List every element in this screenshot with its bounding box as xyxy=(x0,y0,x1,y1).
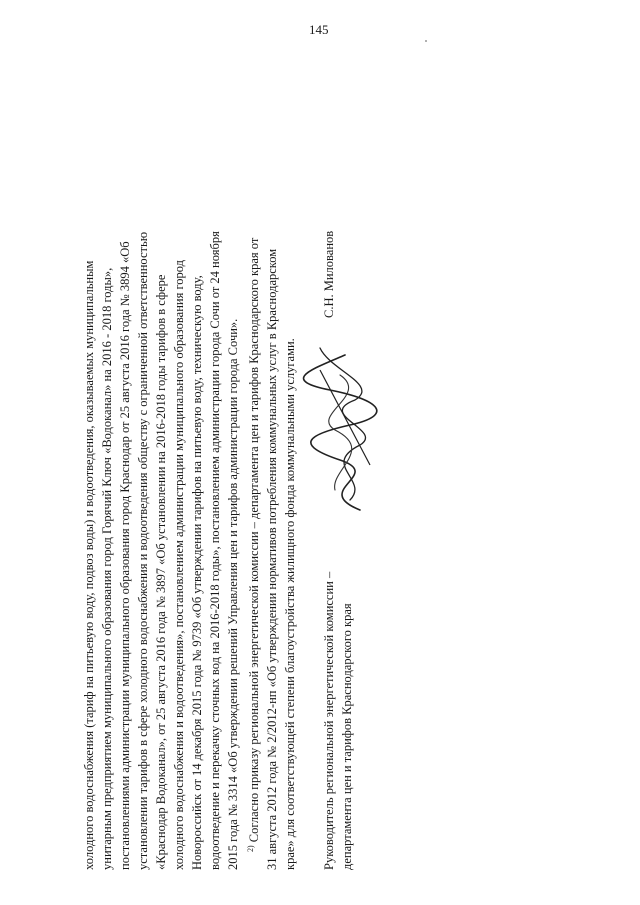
footnote-first-line xyxy=(242,80,263,870)
signer-title-line: Руководитель региональной энергетической комиссии – xyxy=(322,571,336,870)
signer-title-line: департамента цен и тарифов Краснодарского края xyxy=(340,603,354,870)
handwritten-signature xyxy=(290,340,400,520)
body-text xyxy=(80,80,299,870)
page-number: 145 xyxy=(309,22,329,37)
paragraph-line: установлении тарифов в сфере холодного водоснабжения и водоотведения обществу с ограниченной ответственностью xyxy=(136,231,150,870)
paragraph-line: Новороссийск от 14 декабря 2015 года № 9739 «Об утверждении тарифов на питьевую воду, техническую воду, xyxy=(190,275,204,870)
scan-speck xyxy=(425,40,427,42)
footnote-marker: 2) xyxy=(246,845,255,852)
paragraph-line: «Краснодар Водоканал», от 25 августа 2016 года № 3897 «Об установлении на 2016-2018 годы тарифов в сфере xyxy=(154,274,168,870)
footnote-text: Согласно приказу региональной энергетической комиссии – департамента цен и тарифов Краснодарского края от xyxy=(247,237,262,843)
signer-title xyxy=(320,572,356,870)
signature-block xyxy=(320,80,440,870)
paragraph-line: унитарным предприятием муниципального образования город Горячий Ключ «Водоканал» на 2016 - 2018 годы», xyxy=(100,267,114,870)
footnote-line: крае» для соответствующей степени благоустройства жилищного фонда коммунальными услугами. xyxy=(283,338,298,870)
paragraph-line: 2015 года № 3314 «Об утверждении решений Управления цен и тарифов администрации города Сочи». xyxy=(226,318,240,870)
paragraph-line: постановлениями администрации муниципального образования город Краснодар от 25 августа 2016 года № 3894 «Об xyxy=(118,241,132,870)
paragraph-line: холодного водоснабжения и водоотведения», постановлением администрации муниципального образования город xyxy=(172,259,186,870)
footnote-line: 31 августа 2012 года № 2/2012-нп «Об утверждении нормативов потребления коммунальных услуг в Краснодарском xyxy=(265,248,280,870)
paragraph-line: холодного водоснабжения (тариф на питьевую воду, подвоз воды) и водоотведения, оказываемых муниципальным xyxy=(82,260,96,870)
paragraph-line: водоотведение и перекачку сточных вод на 2016-2018 годы», постановлением администрации города Сочи от 24 ноября xyxy=(208,231,222,870)
rotated-content xyxy=(80,70,510,870)
signer-name: С.Н. Милованов xyxy=(322,230,336,318)
